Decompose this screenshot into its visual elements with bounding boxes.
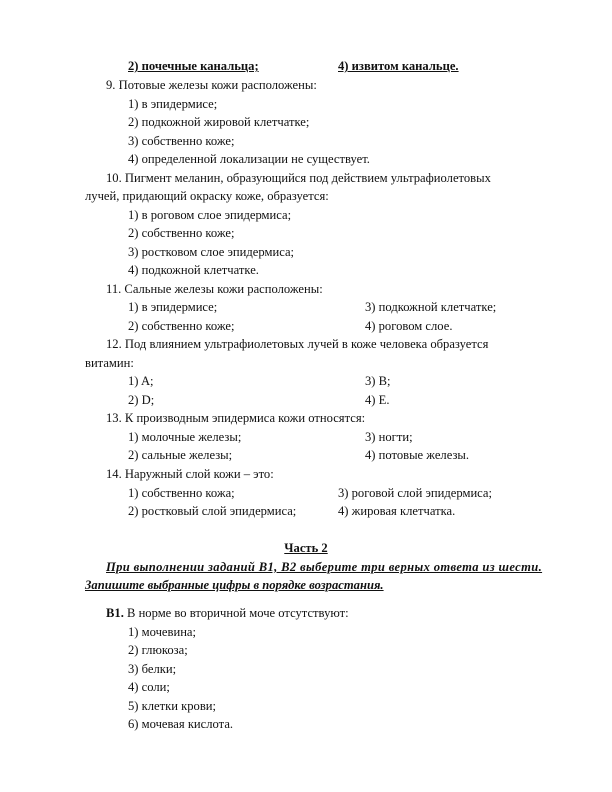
q11-option-3: 3) подкожной клетчатке;: [365, 300, 497, 314]
question-9: 9. Потовые железы кожи расположены:: [106, 78, 317, 92]
b1-option-1: 1) мочевина;: [128, 625, 197, 639]
q12-option-4: 4) E.: [365, 393, 390, 407]
q11-option-1: 1) в эпидермисе;: [128, 300, 218, 314]
q10-option-2: 2) собственно коже;: [128, 226, 235, 240]
q13-option-4: 4) потовые железы.: [365, 448, 470, 462]
b1-option-6: 6) мочевая кислота.: [128, 717, 234, 731]
q10-option-4: 4) подкожной клетчатке.: [128, 263, 259, 277]
question-14: 14. Наружный слой кожи – это:: [106, 467, 274, 481]
q9-option-1: 1) в эпидермисе;: [128, 97, 218, 111]
question-10-line1: 10. Пигмент меланин, образующийся под действием ультрафиолетовых: [106, 171, 491, 185]
part2-instruction-line2: Запишите выбранные цифры в порядке возрастания.: [85, 578, 384, 592]
q9-option-2: 2) подкожной жировой клетчатке;: [128, 115, 310, 129]
question-10-line2: лучей, придающий окраску коже, образуется:: [85, 189, 329, 203]
b1-label: В1.: [106, 606, 124, 620]
q9-option-4: 4) определенной локализации не существует.: [128, 152, 370, 166]
q14-option-1: 1) собственно кожа;: [128, 486, 235, 500]
q14-option-2: 2) ростковый слой эпидермиса;: [128, 504, 297, 518]
b1-option-4: 4) соли;: [128, 680, 170, 694]
q12-option-2: 2) D;: [128, 393, 155, 407]
q13-option-3: 3) ногти;: [365, 430, 413, 444]
question-11: 11. Сальные железы кожи расположены:: [106, 282, 323, 296]
q12-option-3: 3) B;: [365, 374, 391, 388]
q10-option-3: 3) ростковом слое эпидермиса;: [128, 245, 295, 259]
q9-option-3: 3) собственно коже;: [128, 134, 235, 148]
b1-option-2: 2) глюкоза;: [128, 643, 188, 657]
top-row-right: 4) извитом канальце.: [338, 59, 459, 73]
question-b1: [106, 605, 349, 621]
q12-option-1: 1) A;: [128, 374, 154, 388]
part2-title: Часть 2: [284, 541, 328, 555]
q11-option-2: 2) собственно коже;: [128, 319, 235, 333]
q13-option-1: 1) молочные железы;: [128, 430, 242, 444]
q14-option-4: 4) жировая клетчатка.: [338, 504, 456, 518]
b1-option-3: 3) белки;: [128, 662, 177, 676]
b1-question-text: В норме во вторичной моче отсутствуют:: [127, 606, 349, 620]
part2-instruction-line1: При выполнении заданий В1, В2 выберите три верных ответа из шести.: [106, 560, 543, 574]
q11-option-4: 4) роговом слое.: [365, 319, 453, 333]
b1-option-5: 5) клетки крови;: [128, 699, 217, 713]
q10-option-1: 1) в роговом слое эпидермиса;: [128, 208, 292, 222]
q13-option-2: 2) сальные железы;: [128, 448, 233, 462]
question-12-line1: 12. Под влиянием ультрафиолетовых лучей в коже человека образуется: [106, 337, 489, 351]
question-13: 13. К производным эпидермиса кожи относятся:: [106, 411, 366, 425]
top-row-left: 2) почечные канальца;: [128, 59, 259, 73]
question-12-line2: витамин:: [85, 356, 134, 370]
q14-option-3: 3) роговой слой эпидермиса;: [338, 486, 493, 500]
